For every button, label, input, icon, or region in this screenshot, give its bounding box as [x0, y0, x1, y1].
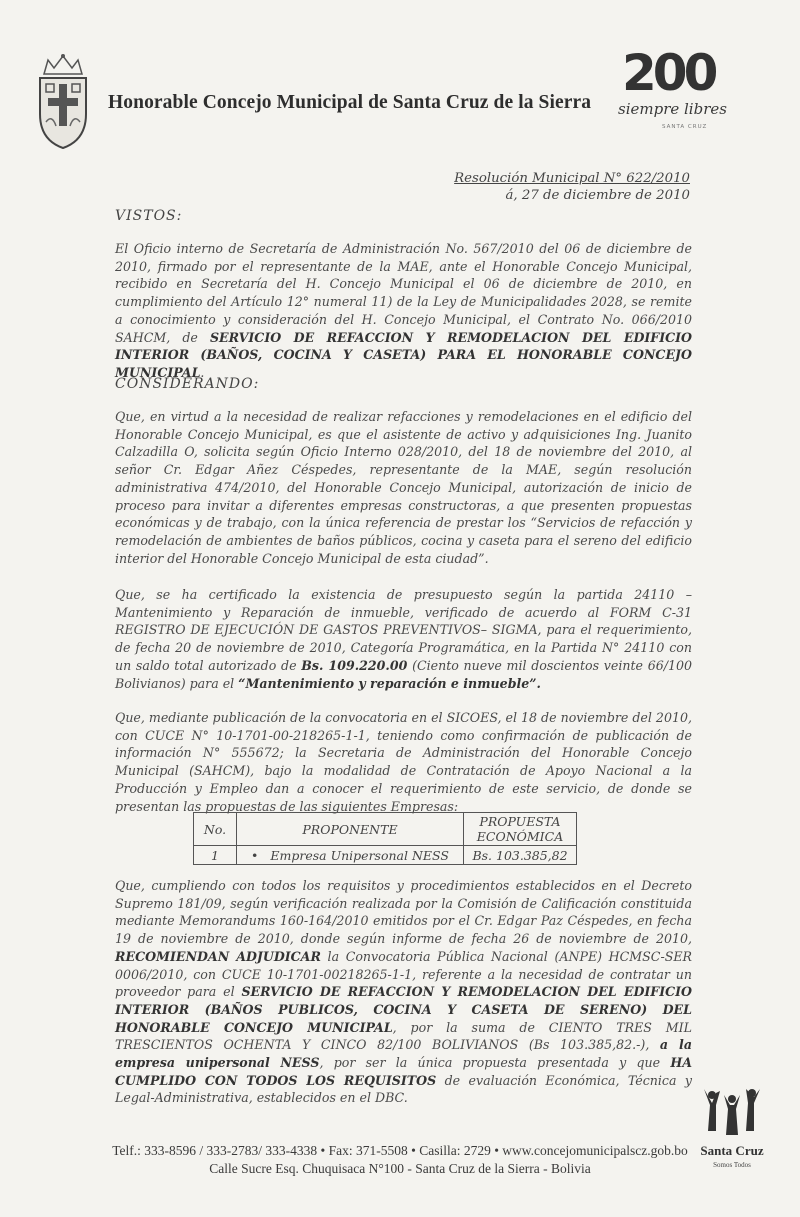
- p5-text-2: la Convocatoria Pública Nacional (ANPE) HCMSC-SER 0006/2010, con CUCE 10-1701-00218265-1-1, referente a la necesidad de contratar un proveedor para el: [115, 948, 693, 1000]
- table-row: [194, 846, 577, 865]
- paragraph-considerando-1: Que, en virtud a la necesidad de realizar refacciones y remodelaciones en el edificio del Honorable Concejo Municipal, es que el asistente de activo y adquisiciones Ing. Juanito Calzadilla O, solicita según Oficio Interno 028/2010, del 18 de noviembre del 2010, al señor Cr. Edgar Añez Céspedes, representante de la MAE, según resolución administrativa 474/2010, del Honorable Concejo Municipal, autorización de inicio de proceso para invitar a diferentes empresas constructoras, a que presenten propuestas económicas y de trabajo, con la única referencia de prestar los “Servicios de refacción y remodelación de ambientes de baños públicos, cocina y caseta para el sereno del edificio interior del Honorable Concejo Municipal de esta ciudad”.: [115, 409, 692, 566]
- heading-considerando: CONSIDERANDO:: [115, 376, 260, 392]
- p5-text: Que, cumpliendo con todos los requisitos y procedimientos establecidos en el Decreto Supremo 181/09, según verificación realizada por la Comisión de Calificación constituida mediante Memorandums 160-164/2010 emitidos por el Cr. Edgar Paz Céspedes, en fecha 19 de noviembre de 2010, donde según informe de fecha 26 de noviembre de 2010,: [115, 878, 692, 947]
- p1-end: .: [200, 364, 205, 380]
- santa-cruz-figures-icon: [696, 1085, 768, 1143]
- p5-text-4: , por ser la única propuesta presentada y que: [319, 1055, 671, 1071]
- table-header-proponente: PROPONENTE: [237, 813, 464, 846]
- p3-text: Que, se ha certificado la existencia de presupuesto según la partida 24110 – Mantenimiento y Reparación de inmueble, verificado de acuerdo al FORM C-31 REGISTRO DE EJECUCIÓN DE GASTOS PREVENTIVOS– SIGMA, para el requerimiento, de fecha 20 de noviembre de 2010, Categoría Programática, en la Partida N° 24110 con un saldo total autorizado de: [115, 587, 692, 673]
- bullet-icon: •: [251, 847, 259, 863]
- bicentenary-city: SANTA CRUZ: [662, 124, 708, 130]
- logo-text-top: Santa Cruz: [700, 1143, 764, 1158]
- paragraph-considerando-4: [115, 877, 692, 1107]
- bid-table: [193, 812, 577, 865]
- resolution-date: á, 27 de diciembre de 2010: [505, 188, 690, 203]
- resolution-title: Resolución Municipal N° 622/2010: [454, 171, 690, 186]
- table-header-propuesta: PROPUESTA ECONÓMICA: [464, 813, 577, 846]
- table-header-no: No.: [194, 813, 237, 846]
- p3-amount-bold: Bs. 109.220.00: [301, 657, 408, 673]
- santa-cruz-logo: [696, 1085, 768, 1175]
- paragraph-considerando-2: [115, 586, 692, 692]
- paragraph-vistos: [115, 240, 692, 382]
- p5-text-5: de evaluación Económica, Técnica y Legal-Administrativa, establecidos en el DBC.: [115, 1072, 692, 1106]
- bicentenary-number: 200: [622, 44, 715, 102]
- p3-purpose-bold: “Mantenimiento y reparación e inmueble”.: [238, 675, 541, 691]
- paragraph-considerando-3: Que, mediante publicación de la convocatoria en el SICOES, el 18 de noviembre del 2010, con CUCE N° 10-1701-00-218265-1-1, teniendo como confirmación de publicación de información N° 555672; la Secretaria de Administración del Honorable Concejo Municipal (SAHCM), bajo la modalidad de Contratación de Apoyo Nacional a la Producción y Empleo dan a conocer el requerimiento de este servicio, de donde se presentan las propuestas de las siguientes Empresas:: [115, 710, 692, 814]
- p5-recommend-bold: RECOMIENDAN ADJUDICAR: [115, 948, 321, 964]
- p1-service-bold: SERVICIO DE REFACCION Y REMODELACION DEL EDIFICIO INTERIOR (BAÑOS, COCINA Y CASETA) PARA EL HONORABLE CONCEJO MUNICIPAL: [115, 329, 692, 380]
- p5-requirements-bold: HA CUMPLIDO CON TODOS LOS REQUISITOS: [115, 1055, 692, 1088]
- proponente-name: Empresa Unipersonal NESS: [270, 847, 449, 863]
- table-cell-proponente: [237, 846, 464, 865]
- table-cell-propuesta: Bs. 103.385,82: [464, 846, 577, 865]
- bicentenary-logo: [618, 44, 748, 140]
- footer-contact: Telf.: 333-8596 / 333-2783/ 333-4338 • Fax: 371-5508 • Casilla: 2729 • www.concejomunicipalscz.gob.bo: [112, 1143, 688, 1158]
- p5-service-bold: SERVICIO DE REFACCION Y REMODELACION DEL EDIFICIO INTERIOR (BAÑOS PUBLICOS, COCINA Y CASETA DE SERENO) DEL HONORABLE CONCEJO MUNICIPAL: [115, 984, 692, 1035]
- heading-vistos: VISTOS:: [115, 208, 183, 224]
- p5-text-3: , por la suma de CIENTO TRES MIL TRESCIENTOS OCHENTA Y CINCO 82/100 BOLIVIANOS (Bs 103.385,82.-),: [115, 1019, 692, 1053]
- p5-company-bold: a la empresa unipersonal NESS: [115, 1037, 692, 1071]
- p1-text: El Oficio interno de Secretaría de Administración No. 567/2010 del 06 de diciembre de 2010, firmado por el representante de la MAE, ante el Honorable Concejo Municipal, recibido en Secretaría del H. Concejo Municipal el 06 de diciembre de 2010, en cumplimiento del Artículo 12° numeral 11) de la Ley de Municipalidades 2028, se remite a conocimiento y consideración del H. Concejo Municipal, el Contrato No. 066/2010 SAHCM, de: [115, 241, 692, 345]
- organization-title: Honorable Concejo Municipal de Santa Cruz de la Sierra: [108, 92, 592, 113]
- bicentenary-tagline: siempre libres: [618, 100, 727, 118]
- table-header-row: [194, 813, 577, 846]
- footer: [0, 1142, 800, 1178]
- footer-address: Calle Sucre Esq. Chuquisaca N°100 - Santa Cruz de la Sierra - Bolivia: [209, 1161, 591, 1176]
- p3-text-2: (Ciento nueve mil doscientos veinte 66/100 Bolivianos) para el: [115, 657, 693, 691]
- municipal-crest-icon: [34, 52, 92, 152]
- table-cell-no: 1: [194, 846, 237, 865]
- resolution-header: [454, 170, 690, 204]
- logo-text-bottom: Somos Todos: [713, 1161, 751, 1169]
